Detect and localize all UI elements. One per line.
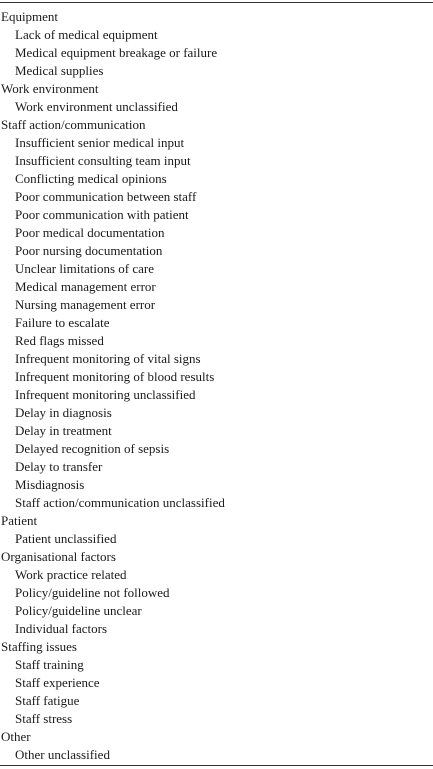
subcategory-item: Conflicting medical opinions — [15, 171, 167, 186]
subcategory-item: Nursing management error — [15, 297, 156, 312]
subcategory-item: Staff training — [15, 657, 84, 672]
table-bottom-rule — [0, 765, 433, 766]
subcategory-item: Infrequent monitoring of blood results — [15, 369, 215, 384]
subcategory-item: Delayed recognition of sepsis — [15, 441, 170, 456]
subcategory-item: Insufficient consulting team input — [15, 153, 191, 168]
subcategory-item: Work environment unclassified — [15, 99, 178, 114]
subcategory-item: Medical equipment breakage or failure — [15, 45, 218, 60]
category-heading: Organisational factors — [1, 549, 116, 564]
subcategory-item: Lack of medical equipment — [15, 27, 158, 42]
category-heading: Work environment — [1, 81, 99, 96]
subcategory-item: Infrequent monitoring of vital signs — [15, 351, 201, 366]
subcategory-item: Unclear limitations of care — [15, 261, 154, 276]
subcategory-item: Poor nursing documentation — [15, 243, 163, 258]
subcategory-item: Individual factors — [15, 621, 108, 636]
subcategory-item: Poor medical documentation — [15, 225, 165, 240]
subcategory-item: Infrequent monitoring unclassified — [15, 387, 196, 402]
table-top-rule — [0, 2, 433, 3]
subcategory-item: Medical supplies — [15, 63, 104, 78]
subcategory-item: Poor communication with patient — [15, 207, 189, 222]
subcategory-item: Poor communication between staff — [15, 189, 197, 204]
category-heading: Equipment — [1, 9, 59, 24]
category-heading: Staff action/communication — [1, 117, 146, 132]
subcategory-item: Work practice related — [15, 567, 127, 582]
category-heading: Other — [1, 729, 31, 744]
subcategory-item: Misdiagnosis — [15, 477, 85, 492]
subcategory-item: Staff experience — [15, 675, 100, 690]
subcategory-item: Insufficient senior medical input — [15, 135, 185, 150]
subcategory-item: Delay in diagnosis — [15, 405, 112, 420]
category-heading: Staffing issues — [1, 639, 77, 654]
category-heading: Patient — [1, 513, 38, 528]
subcategory-item: Policy/guideline not followed — [15, 585, 170, 600]
subcategory-item: Delay to transfer — [15, 459, 103, 474]
subcategory-item: Staff fatigue — [15, 693, 80, 708]
table-body — [0, 8, 433, 764]
subcategory-item: Delay in treatment — [15, 423, 112, 438]
subcategory-item: Policy/guideline unclear — [15, 603, 142, 618]
subcategory-item: Patient unclassified — [15, 531, 117, 546]
subcategory-item: Failure to escalate — [15, 315, 110, 330]
subcategory-item: Medical management error — [15, 279, 156, 294]
subcategory-item: Red flags missed — [15, 333, 104, 348]
subcategory-item: Other unclassified — [15, 747, 110, 762]
subcategory-item: Staff stress — [15, 711, 73, 726]
subcategory-item: Staff action/communication unclassified — [15, 495, 225, 510]
